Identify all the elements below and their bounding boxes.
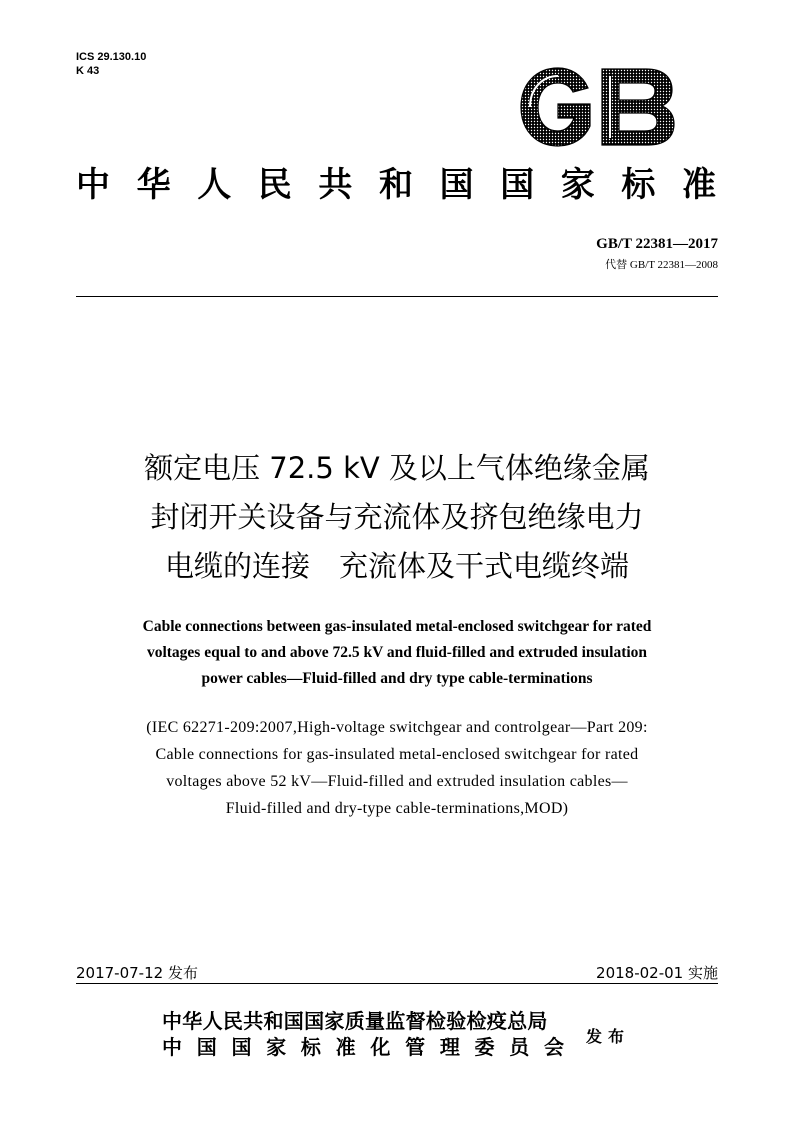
replaces-standard: 代替 GB/T 22381—2008 — [605, 259, 718, 271]
issue-date: 2017-07-12 发布 — [76, 964, 198, 982]
header-divider — [76, 296, 718, 297]
iec-reference-line-3: voltages above 52 kV—Fluid-filled and extruded insulation cables— — [166, 773, 628, 790]
chinese-title-line-3: 电缆的连接 充流体及干式电缆终端 — [164, 549, 629, 583]
footer-divider — [76, 983, 718, 984]
gb-logo — [518, 66, 676, 148]
chinese-title — [60, 444, 734, 591]
ccs-code: K 43 — [76, 65, 100, 77]
implementation-date: 2018-02-01 实施 — [596, 964, 718, 982]
issuer-aqsiq: 中华人民共和国国家质量监督检验检疫总局 — [162, 1009, 548, 1033]
standard-number: GB/T 22381—2017 — [596, 236, 718, 252]
iec-reference-line-1: (IEC 62271-209:2007,High-voltage switchgear and controlgear—Part 209: — [146, 719, 648, 736]
issuing-authorities — [162, 1008, 564, 1060]
gb-logo-text: GB — [518, 66, 520, 67]
classification-codes — [76, 50, 146, 78]
chinese-title-line-1: 额定电压 72.5 kV 及以上气体绝缘金属 — [144, 451, 650, 485]
english-title-line-2: voltages equal to and above 72.5 kV and fluid-filled and extruded insulation — [146, 644, 648, 661]
english-title-line-1: Cable connections between gas-insulated metal-enclosed switchgear for rated — [142, 618, 652, 635]
iec-reference-line-2: Cable connections for gas-insulated metal-enclosed switchgear for rated — [155, 746, 639, 763]
iec-reference — [60, 714, 734, 822]
iec-reference-line-4: Fluid-filled and dry-type cable-terminations,MOD) — [225, 800, 569, 817]
publish-label: 发布 — [586, 1027, 631, 1046]
national-standard-heading: 中华人民共和国国家标准 — [76, 165, 718, 205]
english-title — [60, 614, 734, 692]
issuer-sac: 中国国家标准化管理委员会 — [162, 1035, 564, 1059]
chinese-title-line-2: 封闭开关设备与充流体及挤包绝缘电力 — [150, 500, 644, 534]
ics-code: ICS 29.130.10 — [76, 51, 147, 63]
english-title-line-3: power cables—Fluid-filled and dry type cable-terminations — [201, 670, 593, 687]
